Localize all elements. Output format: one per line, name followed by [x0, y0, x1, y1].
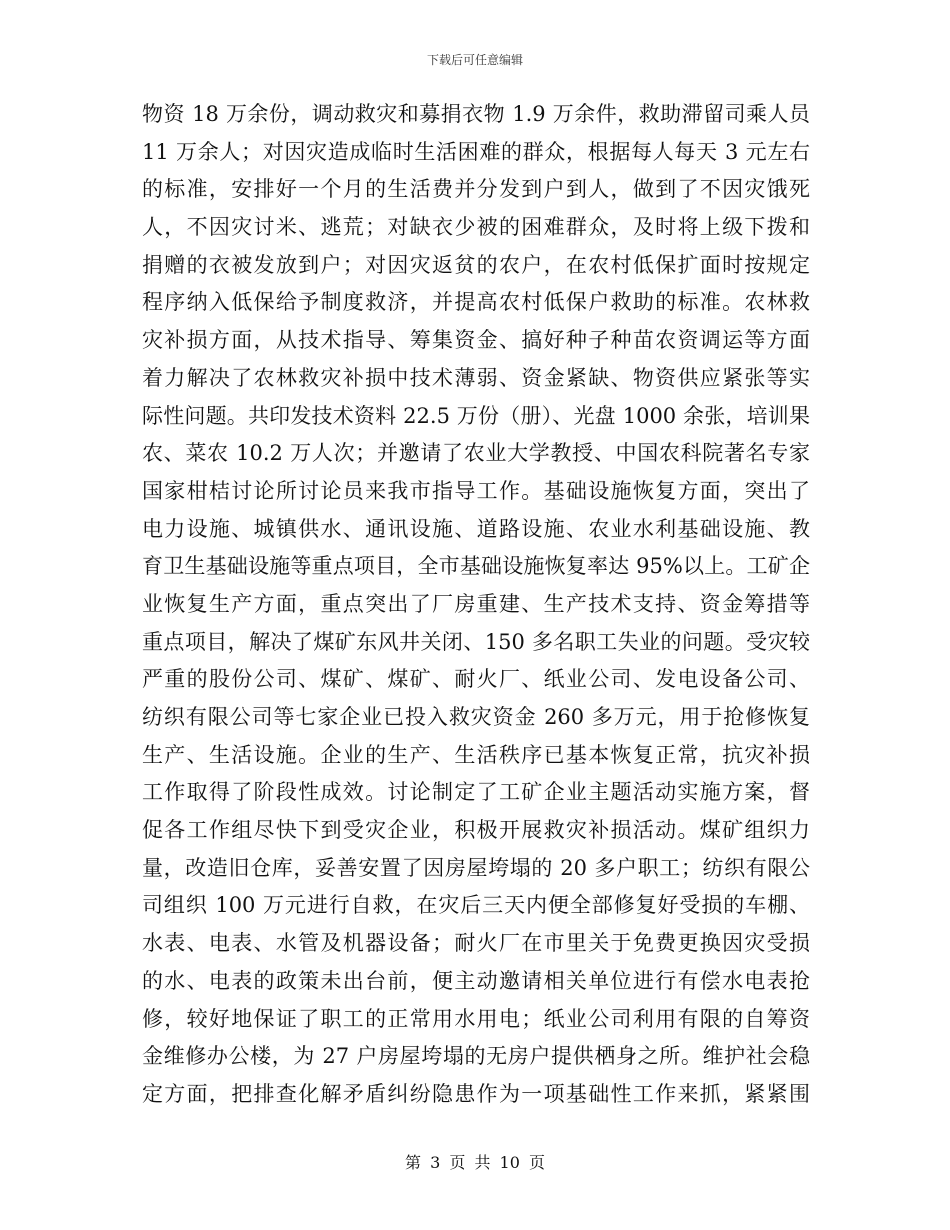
page-header: 下载后可任意编辑	[426, 53, 523, 67]
body-line: 修，较好地保证了职工的正常用水用电；纸业公司利用有限的自筹资	[142, 1006, 810, 1031]
body-line: 程序纳入低保给予制度救济，并提高农村低保户救助的标准。农林救	[142, 290, 810, 315]
body-line: 电力设施、城镇供水、通讯设施、道路设施、农业水利基础设施、教	[142, 516, 810, 541]
body-line: 司组织 100 万元进行自救，在灾后三天内便全部修复好受损的车棚、	[142, 893, 810, 918]
body-line: 重点项目，解决了煤矿东风井关闭、150 多名职工失业的问题。受灾较	[142, 629, 810, 654]
body-line: 量，改造旧仓库，妥善安置了因房屋垮塌的 20 多户职工；纺织有限公	[142, 855, 810, 880]
body-line: 纺织有限公司等七家企业已投入救灾资金 260 多万元，用于抢修恢复	[142, 705, 810, 729]
body-line: 水表、电表、水管及机器设备；耐火厂在市里关于免费更换因灾受损	[142, 931, 810, 956]
body-line: 的标准，安排好一个月的生活费并分发到户到人，做到了不因灾饿死	[142, 177, 810, 202]
body-line: 金维修办公楼，为 27 户房屋垮塌的无房户提供栖身之所。维护社会稳	[142, 1044, 810, 1069]
document-body	[142, 96, 810, 1114]
page-number-footer: 第 3 页 共 10 页	[405, 1153, 545, 1172]
body-line: 国家柑桔讨论所讨论员来我市指导工作。基础设施恢复方面，突出了	[142, 478, 810, 503]
body-line: 物资 18 万余份，调动救灾和募捐衣物 1.9 万余件，救助滞留司乘人员	[142, 102, 810, 126]
body-line: 农、菜农 10.2 万人次；并邀请了农业大学教授、中国农科院著名专家	[142, 441, 810, 466]
body-line: 着力解决了农林救灾补损中技术薄弱、资金紧缺、物资供应紧张等实	[142, 365, 810, 390]
body-line: 的水、电表的政策未出台前，便主动邀请相关单位进行有偿水电表抢	[142, 968, 810, 993]
body-line: 人，不因灾讨米、逃荒；对缺衣少被的困难群众，及时将上级下拨和	[142, 215, 810, 240]
body-line: 业恢复生产方面，重点突出了厂房重建、生产技术支持、资金筹措等	[142, 591, 810, 616]
body-line: 定方面，把排查化解矛盾纠纷隐患作为一项基础性工作来抓，紧紧围	[142, 1081, 810, 1106]
body-line: 育卫生基础设施等重点项目，全市基础设施恢复率达 95%以上。工矿企	[142, 554, 810, 579]
body-line: 生产、生活设施。企业的生产、生活秩序已基本恢复正常，抗灾补损	[142, 742, 810, 767]
body-line: 捐赠的衣被发放到户；对因灾返贫的农户，在农村低保扩面时按规定	[142, 252, 810, 277]
body-line: 际性问题。共印发技术资料 22.5 万份（册）、光盘 1000 余张，培训果	[142, 403, 810, 428]
body-line: 严重的股份公司、煤矿、煤矿、耐火厂、纸业公司、发电设备公司、	[142, 667, 810, 692]
body-line: 促各工作组尽快下到受灾企业，积极开展救灾补损活动。煤矿组织力	[142, 818, 810, 843]
body-line: 灾补损方面，从技术指导、筹集资金、搞好种子种苗农资调运等方面	[142, 328, 810, 353]
body-line: 11 万余人；对因灾造成临时生活困难的群众，根据每人每天 3 元左右	[142, 139, 810, 164]
body-line: 工作取得了阶段性成效。讨论制定了工矿企业主题活动实施方案，督	[142, 780, 810, 805]
